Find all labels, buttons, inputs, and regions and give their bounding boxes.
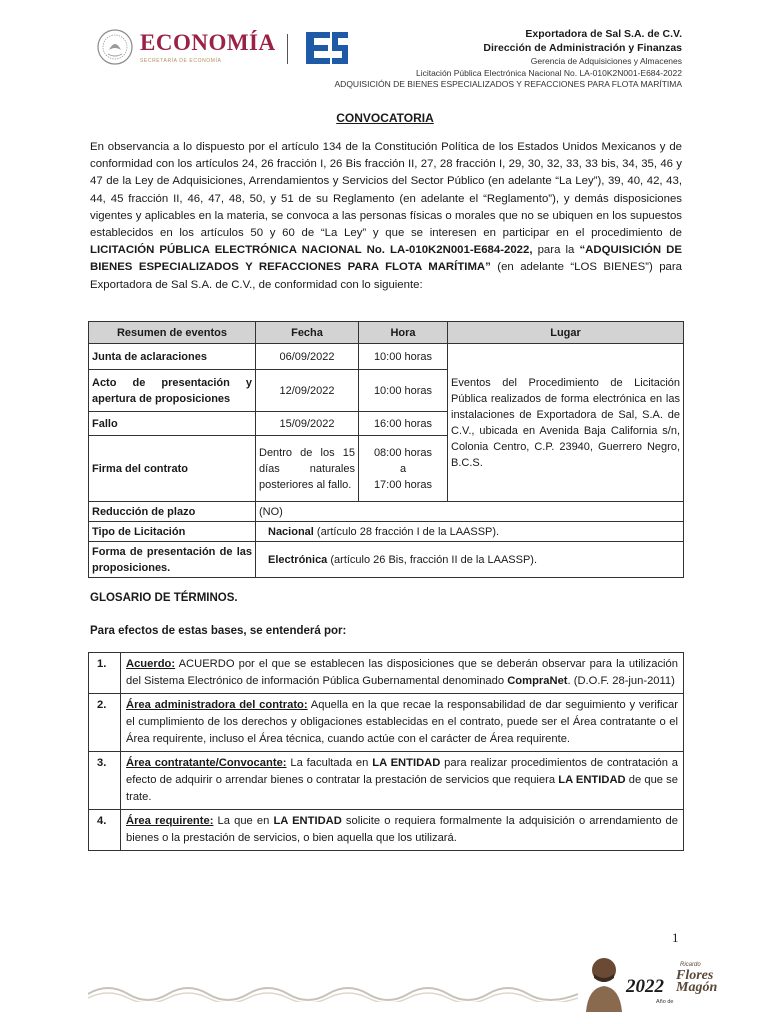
- year-name-1: Flores: [676, 968, 714, 983]
- event-label: Junta de aclaraciones: [89, 344, 256, 370]
- footer-pattern-icon: [88, 980, 578, 1002]
- events-header-row: [89, 322, 684, 344]
- intro-text-2: para la: [532, 244, 580, 257]
- year-name-2: Magón: [676, 980, 718, 995]
- event-time: 10:00 horas: [359, 344, 448, 370]
- item-term: Acuerdo:: [126, 658, 176, 670]
- event-time-separator: a: [399, 462, 407, 475]
- event-date: 12/09/2022: [256, 370, 359, 412]
- item-term: Área requirente:: [126, 815, 214, 827]
- event-value-bold: Nacional: [268, 525, 314, 538]
- exportadora-de-sal-logo: [300, 26, 352, 70]
- glossary-title: GLOSARIO DE TÉRMINOS.: [90, 592, 238, 604]
- economia-logo: [96, 26, 276, 76]
- year-name: [676, 970, 717, 994]
- event-label: Forma de presentación de las proposiciones.: [89, 542, 256, 578]
- page-number: 1: [672, 930, 679, 945]
- header-tender: Licitación Pública Electrónica Nacional No. LA-010K2N001-E684-2022: [415, 68, 682, 78]
- item-text: para realizar procedimientos de contratación a efecto de adquirir o arrendar bienes o contratar la prestación de servicios que requiera: [126, 757, 678, 786]
- item-number: 4.: [89, 810, 121, 851]
- list-item: [89, 653, 684, 694]
- event-place: Eventos del Procedimiento de Licitación Pública realizados de forma electrónica en las instalaciones de Exportadora de Sal, S.A. de C.V., ubicada en Avenida Baja California s/n, Colonia Centro, C.P. 23940, Guerrero Negro, B.C.S.: [448, 344, 684, 502]
- event-time-start: 08:00 horas: [373, 446, 433, 459]
- item-bold: LA ENTIDAD: [558, 774, 626, 786]
- list-item: [89, 810, 684, 851]
- table-row: [89, 344, 684, 370]
- item-text: de que se trate.: [126, 774, 678, 803]
- event-time: [359, 436, 448, 502]
- year-number: 2022: [626, 976, 664, 997]
- event-label: Fallo: [89, 412, 256, 436]
- event-date: 15/09/2022: [256, 412, 359, 436]
- document-title: CONVOCATORIA: [336, 111, 434, 125]
- item-text: solicite o requiera formalmente la adquisición o arrendamiento de bienes o la prestación de servicios, o bien aquella que los utilizará.: [126, 815, 679, 844]
- glossary-table: [88, 652, 684, 851]
- list-item: [89, 752, 684, 810]
- glossary-subtitle: Para efectos de estas bases, se entenderá por:: [90, 625, 347, 637]
- table-row: [89, 502, 684, 522]
- item-number: 3.: [89, 752, 121, 810]
- event-date: 06/09/2022: [256, 344, 359, 370]
- col-header-place: Lugar: [448, 322, 684, 344]
- item-definition: [121, 810, 684, 851]
- header-direction: Dirección de Administración y Finanzas: [483, 42, 682, 54]
- item-term: Área administradora del contrato:: [126, 699, 308, 711]
- item-bold: LA ENTIDAD: [273, 815, 342, 827]
- economia-wordmark: ECONOMÍA: [140, 30, 276, 55]
- header-company: Exportadora de Sal S.A. de C.V.: [525, 28, 682, 40]
- intro-tender-subject: “ADQUISICIÓN DE BIENES ESPECIALIZADOS Y REFACCIONES PARA FLOTA MARÍTIMA”: [90, 244, 682, 274]
- item-bold: LA ENTIDAD: [372, 757, 441, 769]
- item-term: Área contratante/Convocante:: [126, 757, 287, 769]
- item-text: La facultada en: [286, 757, 373, 769]
- item-definition: [121, 694, 684, 752]
- event-value-text: (artículo 28 fracción I de la LAASSP).: [313, 525, 500, 538]
- event-label: Tipo de Licitación: [89, 522, 256, 542]
- events-table: [88, 321, 684, 578]
- event-date: Dentro de los 15 días naturales posteriores al fallo.: [256, 436, 359, 502]
- event-time-end: 17:00 horas: [373, 478, 433, 491]
- year-prefix: Año de: [656, 999, 674, 1005]
- event-label: Acto de presentación y apertura de proposiciones: [89, 370, 256, 412]
- event-value-bold: Electrónica: [268, 553, 328, 566]
- event-time: 16:00 horas: [359, 412, 448, 436]
- national-seal-icon: [96, 28, 134, 66]
- intro-text-3: (en adelante “LOS BIENES”) para Exportadora de Sal S.A. de C.V., de conformidad con lo siguiente:: [90, 261, 682, 291]
- table-row: [89, 542, 684, 578]
- event-value: [256, 522, 684, 542]
- table-row: [89, 522, 684, 542]
- event-label: Reducción de plazo: [89, 502, 256, 522]
- list-item: [89, 694, 684, 752]
- item-text: La que en: [213, 815, 274, 827]
- event-value: [256, 542, 684, 578]
- col-header-date: Fecha: [256, 322, 359, 344]
- col-header-time: Hora: [359, 322, 448, 344]
- item-number: 1.: [89, 653, 121, 694]
- item-number: 2.: [89, 694, 121, 752]
- item-text: ACUERDO por el que se establecen las disposiciones que se deberán observar para la utilización del Sistema Electrónico de información Pública Gubernamental denominado: [126, 658, 678, 687]
- event-value-text: (artículo 26 Bis, fracción II de la LAASSP).: [327, 553, 538, 566]
- header-department: Gerencia de Adquisiciones y Almacenes: [530, 56, 682, 66]
- intro-text-1: En observancia a lo dispuesto por el artículo 134 de la Constitución Política de los Estados Unidos Mexicanos y de conformidad con los artículos 24, 26 fracción I, 26 Bis fracción II, 27, 28 fracción I, 29, 30, 32, 33, 33 bis, 34, 35, 46 y 47 de la Ley de Adquisiciones, Arrendamientos y Servicios del Sector Público (en adelante “La Ley”), 39, 40, 42, 43, 44, 45 fracción II, 46, 47, 48, 50, y 51 de su Reglamento (en adelante el “Reglamento”), y demás disposiciones vigentes y aplicables en la materia, se convoca a las personas físicas o morales que no se ubiquen en los supuestos establecidos en los artículos 50 y 60 de “La Ley” y que se interesen en participar en el procedimiento de: [90, 141, 682, 240]
- intro-paragraph: [90, 139, 682, 294]
- portrait-icon: [582, 950, 626, 1012]
- item-definition: [121, 653, 684, 694]
- logo-divider: [287, 34, 288, 64]
- item-definition: [121, 752, 684, 810]
- event-label: Firma del contrato: [89, 436, 256, 502]
- event-time: 10:00 horas: [359, 370, 448, 412]
- year-name-small: Ricardo: [680, 962, 701, 968]
- intro-tender-number: LICITACIÓN PÚBLICA ELECTRÓNICA NACIONAL No. LA-010K2N001-E684-2022,: [90, 244, 533, 257]
- col-header-summary: Resumen de eventos: [89, 322, 256, 344]
- event-value: (NO): [256, 502, 684, 522]
- item-text: Aquella en la que recae la responsabilidad de dar seguimiento y verificar el cumplimiento de los derechos y obligaciones establecidas en el contrato, puede ser el Área contratante o el Área requirente, incluso el Área técnica, cuando actúe con el carácter de Área requirente.: [126, 699, 678, 745]
- economia-subtitle: SECRETARÍA DE ECONOMÍA: [140, 58, 222, 64]
- header-subject: ADQUISICIÓN DE BIENES ESPECIALIZADOS Y REFACCIONES PARA FLOTA MARÍTIMA: [334, 79, 682, 89]
- item-bold: CompraNet: [507, 675, 568, 687]
- item-text: . (D.O.F. 28-jun-2011): [567, 675, 675, 687]
